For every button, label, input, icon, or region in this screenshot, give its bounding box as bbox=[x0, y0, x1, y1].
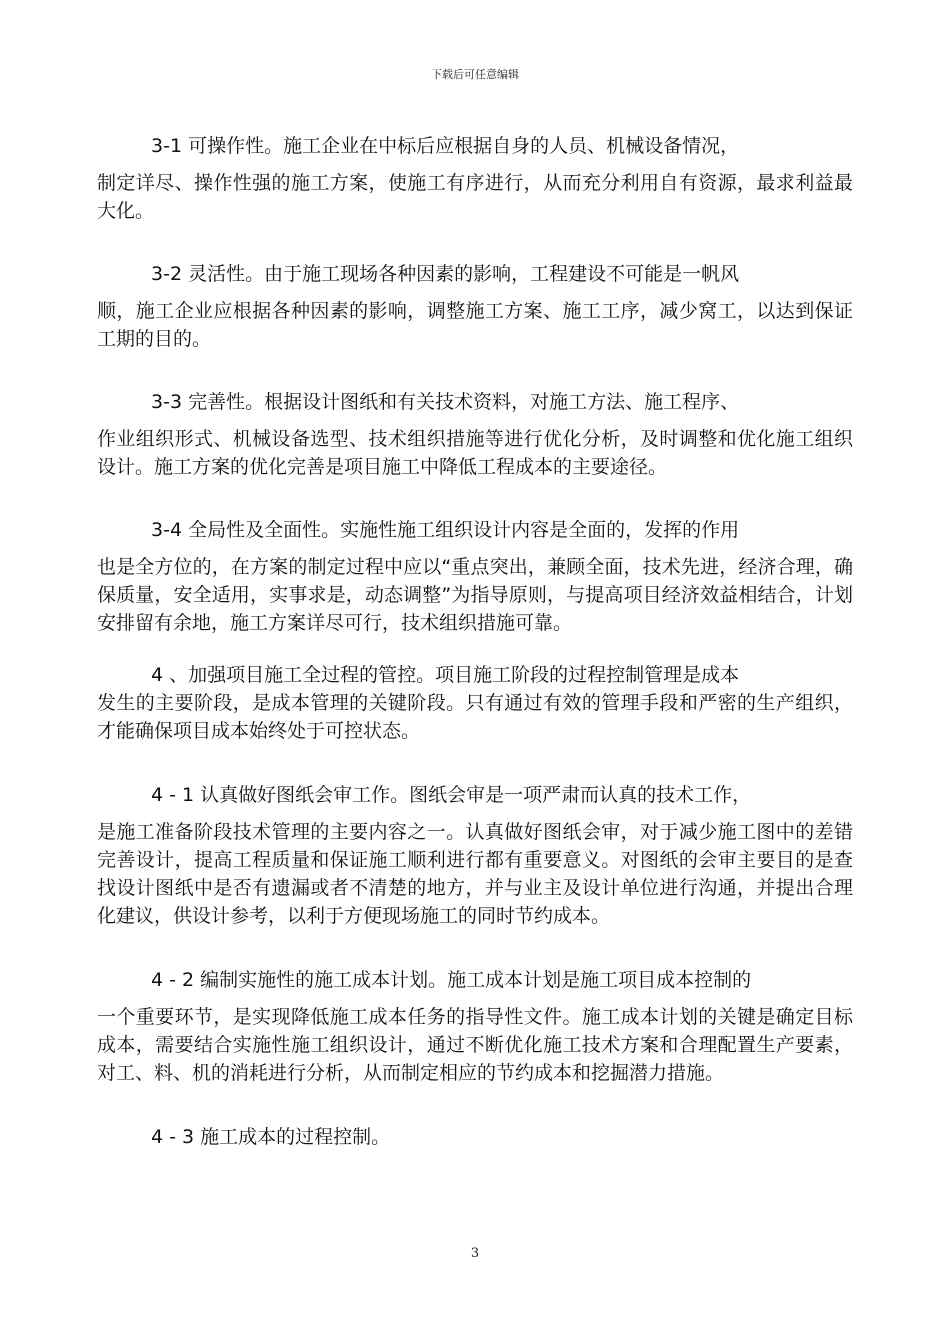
paragraph-body: 也是全方位的，在方案的制定过程中应以“重点突出，兼顾全面，技术先进，经济合理，确保质量，安全适用，实事求是，动态调整”为指导原则，与提高项目经济效益相结合，计划安排留有余地，施工方案详尽可行，技术组织措施可靠。 bbox=[97, 556, 853, 634]
paragraph-3-1 bbox=[97, 132, 853, 225]
paragraph-first-line: 3-1 可操作性。施工企业在中标后应根据自身的人员、机械设备情况， bbox=[151, 135, 740, 157]
document-body bbox=[97, 132, 853, 1160]
paragraph-body: 作业组织形式、机械设备选型、技术组织措施等进行优化分析，及时调整和优化施工组织设计。施工方案的优化完善是项目施工中降低工程成本的主要途径。 bbox=[97, 428, 853, 478]
paragraph-body: 发生的主要阶段，是成本管理的关键阶段。只有通过有效的管理手段和严密的生产组织，才能确保项目成本始终处于可控状态。 bbox=[97, 692, 853, 742]
paragraph-4 bbox=[97, 661, 853, 745]
paragraph-first-line: 4 - 3 施工成本的过程控制。 bbox=[151, 1126, 391, 1148]
paragraph-first-line: 3-3 完善性。根据设计图纸和有关技术资料，对施工方法、施工程序、 bbox=[151, 391, 740, 413]
paragraph-body: 制定详尽、操作性强的施工方案，使施工有序进行，从而充分利用自有资源，最求利益最大化。 bbox=[97, 172, 853, 222]
paragraph-first-line: 4 - 1 认真做好图纸会审工作。图纸会审是一项严肃而认真的技术工作， bbox=[151, 784, 752, 806]
paragraph-body: 顺，施工企业应根据各种因素的影响，调整施工方案、施工工序，减少窝工，以达到保证工期的目的。 bbox=[97, 300, 853, 350]
paragraph-4-2 bbox=[97, 966, 853, 1087]
paragraph-4-1 bbox=[97, 781, 853, 930]
paragraph-body: 一个重要环节，是实现降低施工成本任务的指导性文件。施工成本计划的关键是确定目标成本，需要结合实施性施工组织设计，通过不断优化施工技术方案和合理配置生产要素，对工、料、机的消耗进行分析，从而制定相应的节约成本和挖掘潜力措施。 bbox=[97, 1006, 853, 1084]
paragraph-first-line: 4 - 2 编制实施性的施工成本计划。施工成本计划是施工项目成本控制的 bbox=[151, 969, 752, 991]
paragraph-first-line: 4 、加强项目施工全过程的管控。项目施工阶段的过程控制管理是成本 bbox=[151, 664, 740, 686]
paragraph-first-line: 3-4 全局性及全面性。实施性施工组织设计内容是全面的，发挥的作用 bbox=[151, 519, 740, 541]
page-header: 下载后可任意编辑 bbox=[431, 68, 519, 81]
paragraph-3-2 bbox=[97, 260, 853, 353]
paragraph-4-3 bbox=[97, 1123, 853, 1151]
paragraph-body: 是施工准备阶段技术管理的主要内容之一。认真做好图纸会审，对于减少施工图中的差错完善设计，提高工程质量和保证施工顺利进行都有重要意义。对图纸的会审主要目的是查找设计图纸中是否有遗漏或者不清楚的地方，并与业主及设计单位进行沟通，并提出合理化建议，供设计参考，以利于方便现场施工的同时节约成本。 bbox=[97, 821, 853, 927]
paragraph-3-4 bbox=[97, 516, 853, 637]
page-number: 3 bbox=[470, 1246, 480, 1261]
paragraph-3-3 bbox=[97, 388, 853, 481]
paragraph-first-line: 3-2 灵活性。由于施工现场各种因素的影响，工程建设不可能是一帆风 bbox=[151, 263, 740, 285]
